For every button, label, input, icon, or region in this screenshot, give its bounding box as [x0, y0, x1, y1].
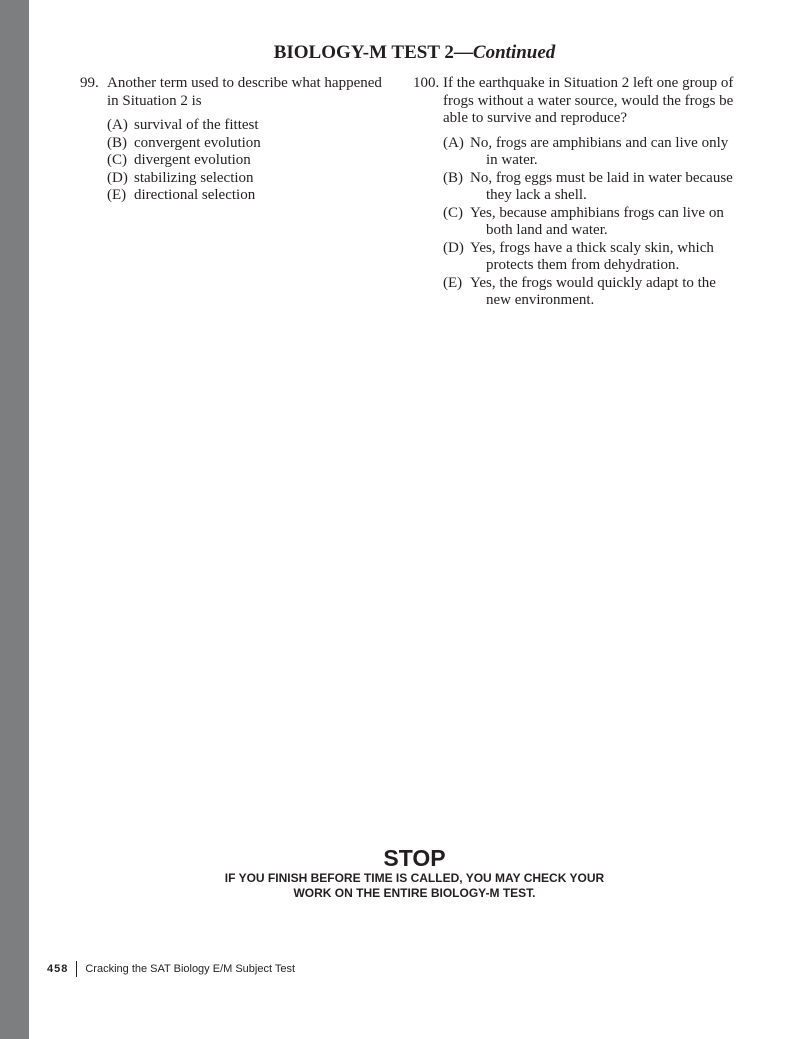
header-title: BIOLOGY-M TEST 2 [273, 42, 454, 63]
choice-letter: (E) [443, 274, 463, 291]
choice-text: Yes, frogs have a thick scaly skin, which protects them from dehydration. [470, 239, 714, 273]
answer-choice-c [443, 205, 743, 240]
stop-title: STOP [383, 845, 446, 871]
book-title: Cracking the SAT Biology E/M Subject Test [85, 963, 296, 975]
answer-choices [80, 117, 390, 205]
choice-letter: (B) [107, 134, 127, 151]
question-stem: Another term used to describe what happened in Situation 2 is [107, 75, 382, 109]
page-edge-bar [0, 0, 29, 1039]
question-99 [80, 75, 390, 205]
choice-text: stabilizing selection [134, 169, 254, 186]
choice-letter: (B) [443, 169, 463, 186]
choice-text: divergent evolution [134, 152, 251, 168]
answer-choice-a [443, 135, 743, 170]
choice-letter: (A) [107, 117, 128, 133]
answer-choice-c [107, 152, 390, 170]
choice-text: No, frog eggs must be laid in water because they lack a shell. [470, 169, 733, 203]
choice-letter: (E) [107, 187, 127, 203]
choice-letter: (C) [443, 204, 463, 221]
stop-instruction-line-2: WORK ON THE ENTIRE BIOLOGY-M TEST. [293, 886, 536, 900]
answer-choices [413, 135, 743, 310]
question-number: 100. [413, 75, 440, 91]
answer-choice-d [443, 240, 743, 275]
page-number: 458 [47, 963, 69, 975]
answer-choice-b [443, 170, 743, 205]
choice-letter: (A) [443, 134, 464, 151]
footer-divider [76, 961, 77, 977]
choice-text: convergent evolution [134, 134, 261, 151]
header-continued: Continued [472, 42, 556, 63]
question-stem: If the earthquake in Situation 2 left one group of frogs without a water source, would the frogs be able to survive and reproduce? [443, 75, 734, 126]
page-footer [47, 961, 295, 977]
answer-choice-b [107, 135, 390, 153]
answer-choice-d [107, 170, 390, 188]
choice-letter: (D) [443, 239, 464, 256]
question-number: 99. [80, 75, 99, 91]
answer-choice-e [443, 275, 743, 310]
choice-text: Yes, because amphibians frogs can live on both land and water. [470, 204, 724, 238]
stop-instruction-line-1: IF YOU FINISH BEFORE TIME IS CALLED, YOU MAY CHECK YOUR [224, 871, 605, 885]
choice-text: directional selection [134, 187, 256, 203]
answer-choice-a [107, 117, 390, 135]
question-100 [413, 75, 743, 310]
answer-choice-e [107, 187, 390, 205]
stop-notice [29, 845, 800, 901]
choice-letter: (D) [107, 169, 128, 186]
choice-letter: (C) [107, 152, 127, 168]
header-dash: — [453, 42, 473, 63]
choice-text: Yes, the frogs would quickly adapt to the new environment. [470, 274, 716, 308]
page-header [29, 42, 800, 64]
choice-text: No, frogs are amphibians and can live only in water. [470, 134, 729, 168]
choice-text: survival of the fittest [134, 117, 259, 133]
